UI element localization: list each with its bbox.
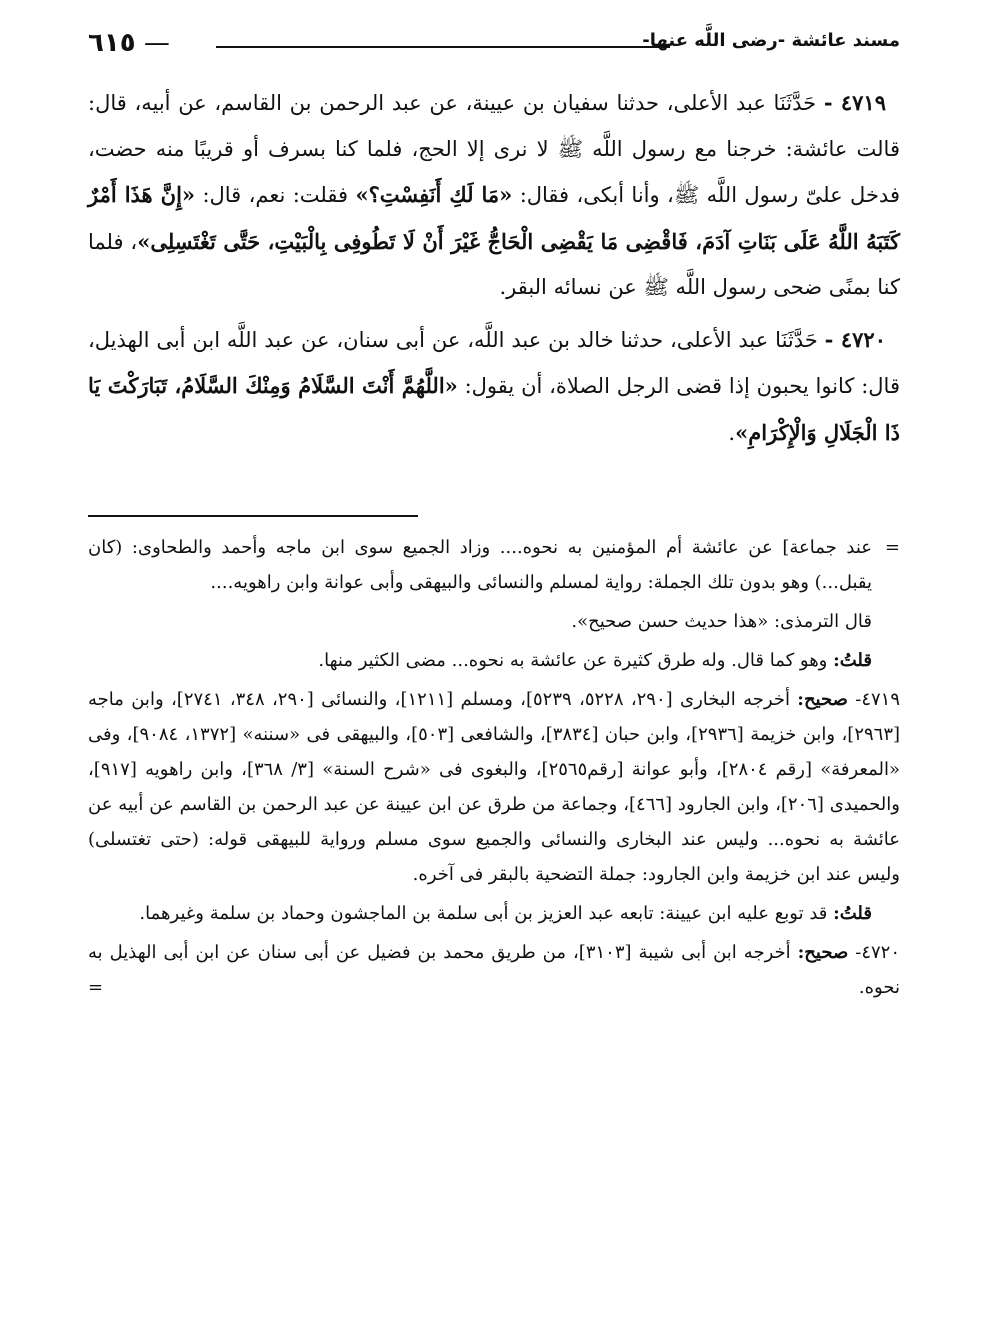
hadith-text: حَدَّثَنَا عبد الأعلى، حدثنا خالد بن عبد اللَّه، عن أبى سنان، عن عبد اللَّه ابن أبى الهذيل، قال: كانوا يحبون إذا قضى الرجل الصلاة، أن يقول: <box>88 327 900 398</box>
qultu-label: قلتُ: <box>833 903 872 924</box>
grade-label: صحيح: <box>797 942 849 963</box>
footnote-qultu <box>88 643 900 678</box>
header-rule <box>216 46 670 48</box>
footnotes <box>88 530 900 1009</box>
footnote-qultu <box>88 896 900 931</box>
page-number: — ٦١٥ <box>88 28 170 58</box>
footnote-4720 <box>88 935 900 1005</box>
running-title: مسند عائشة -رضى اللَّه عنها- <box>642 30 900 51</box>
footnote-text: عند جماعة] عن عائشة أم المؤمنين به نحوه.... وزاد الجميع سوى ابن ماجه وأحمد والطحاوى: (كان يقبل...) وهو بدون تلك الجملة: رواية لمسلم والنسائى والبيهقى وأبى عوانة وابن راهويه.... <box>88 537 872 593</box>
hadith-quote: «مَا لَكِ أَنَفِسْتِ؟» <box>355 182 513 207</box>
hadith-quote: «إِنَّ هَذَا أَمْرٌ كَتَبَهُ اللَّهُ عَلَى بَنَاتِ آدَمَ، فَاقْضِى مَا يَقْضِى الْحَاجُّ غَيْرَ أَنْ لَا تَطُوفِى بِالْبَيْتِ، حَتَّى تَغْتَسِلِى» <box>88 182 900 254</box>
footnote-text: قد توبع عليه ابن عيينة: تابعه عبد العزيز بن أبى سلمة بن الماجشون وحماد بن سلمة وغيرهما. <box>139 903 834 924</box>
hadith-4720 <box>88 317 900 457</box>
footnote-text: وهو كما قال. وله طرق كثيرة عن عائشة به نحوه... مضى الكثير منها. <box>318 650 834 671</box>
hadith-body <box>88 80 900 462</box>
hadith-number: ٤٧٢٠ - <box>824 326 886 352</box>
hadith-text: ، فلما كنا بمنًى ضحى رسول اللَّه ﷺ عن نسائه البقر. <box>88 229 900 299</box>
footnote-number: ٤٧١٩- <box>855 689 901 710</box>
hadith-text: . <box>728 420 736 445</box>
hadith-quote: «اللَّهُمَّ أَنْتَ السَّلَامُ وَمِنْكَ السَّلَامُ، تَبَارَكْتَ يَا ذَا الْجَلَالِ وَالْإِكْرَامِ» <box>88 373 900 445</box>
hadith-4719 <box>88 80 900 311</box>
continuation-mark: = <box>884 537 900 558</box>
hadith-number: ٤٧١٩ - <box>823 90 886 115</box>
footnote-text: أخرجه ابن أبى شيبة [٣١٠٣]، من طريق محمد بن فضيل عن أبى سنان عن ابن أبى الهذيل به نحوه. <box>88 942 900 998</box>
hadith-text: حَدَّثَنَا عبد الأعلى، حدثنا سفيان بن عيينة، عن عبد الرحمن بن القاسم، عن أبيه، قال: قالت عائشة: خرجنا مع رسول اللَّه ﷺ لا نرى إلا الحج، فلما كنا بسرف أو قريبًا منه حضت، فدخل علىّ رسول اللَّه ﷺ، وأنا أبكى، فقال: <box>88 91 900 207</box>
continues-mark: = <box>88 977 104 998</box>
footnote-continuation <box>88 530 900 600</box>
footnote-tirmidhi <box>88 604 900 639</box>
page-header <box>88 26 900 66</box>
footnote-text: أخرجه البخارى [٢٩٠، ٥٢٢٨، ٥٢٣٩]، ومسلم [١٢١١]، والنسائى [٢٩٠، ٣٤٨، ٢٧٤١]، وابن ماجه [٢٩٦٣]، وابن خزيمة [٢٩٣٦]، وابن حبان [٣٨٣٤]، والشافعى [٥٠٣]، والبيهقى فى «سننه» [١٣٧٢، ٩٠٨٤]، وفى «المعرفة» [رقم ٢٨٠٤]، وأبو عوانة [رقم٢٥٦٥]، والبغوى فى «شرح السنة» [٣/ ٣٦٨]، وابن راهويه [٩١٧]، والحميدى [٢٠٦]، وابن الجارود [٤٦٦]، وجماعة من طرق عن ابن عيينة عن عبد الرحمن بن القاسم عن أبيه عن عائشة به نحوه... وليس عند البخارى والنسائى والجميع سوى مسلم ورواية للبيهقى قوله: (حتى تغتسلى) وليس عند ابن خزيمة وابن الجارود: جملة التضحية بالبقر فى آخره. <box>88 689 901 885</box>
footnote-4719 <box>88 682 900 892</box>
grade-label: صحيح: <box>797 689 848 710</box>
qultu-label: قلتُ: <box>833 650 872 671</box>
hadith-text: فقلت: نعم، قال: <box>195 183 356 207</box>
footnote-text: قال الترمذى: «هذا حديث حسن صحيح». <box>571 611 872 632</box>
footnote-number: ٤٧٢٠- <box>855 942 900 963</box>
footnote-separator <box>88 515 418 517</box>
